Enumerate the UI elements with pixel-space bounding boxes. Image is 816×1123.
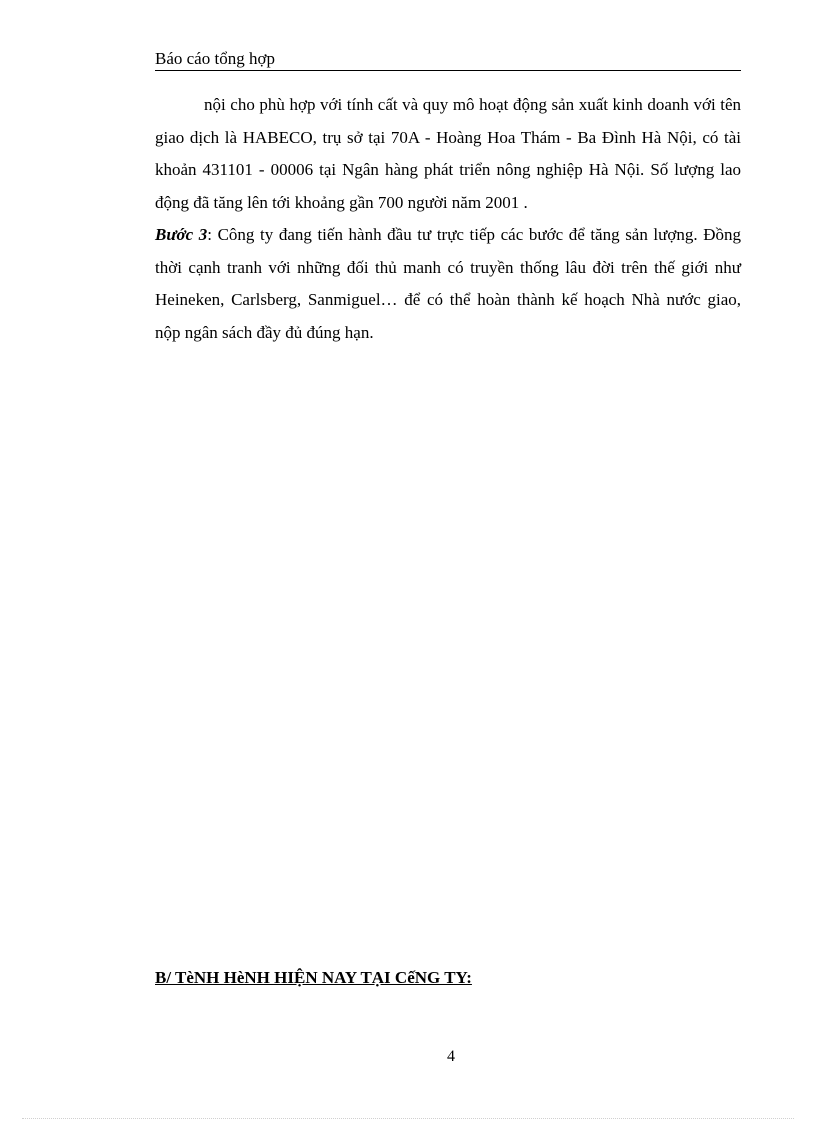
page-edge-divider (22, 1118, 794, 1119)
step-label: Bước 3 (155, 225, 208, 244)
paragraph-company-info: nội cho phù hợp với tính cất và quy mô hoạt động sản xuất kinh doanh với tên giao dịch là HABECO, trụ sở tại 70A - Hoàng Hoa Thám - Ba Đình Hà Nội, có tài khoản 431101 - 00006 tại Ngân hàng phát triển nông nghiệp Hà Nội. Số lượng lao động đã tăng lên tới khoảng gần 700 người năm 2001 . (155, 95, 741, 212)
body-text (155, 89, 741, 349)
paragraph-step-3 (155, 219, 741, 349)
section-heading: B/ TèNH HèNH HIỆN NAY TẠI CếNG TY: (155, 968, 472, 987)
page-header: Báo cáo tổng hợp (155, 48, 741, 71)
step-3-text: : Công ty đang tiến hành đầu tư trực tiếp các bước để tăng sản lượng. Đồng thời cạnh tranh với những đối thủ manh có truyền thống lâu đời trên thế giới như Heineken, Carlsberg, Sanmiguel… để có thể hoàn thành kế hoạch Nhà nước giao, nộp ngân sách đầy đủ đúng hạn. (155, 225, 741, 342)
page-number: 4 (447, 1048, 455, 1065)
